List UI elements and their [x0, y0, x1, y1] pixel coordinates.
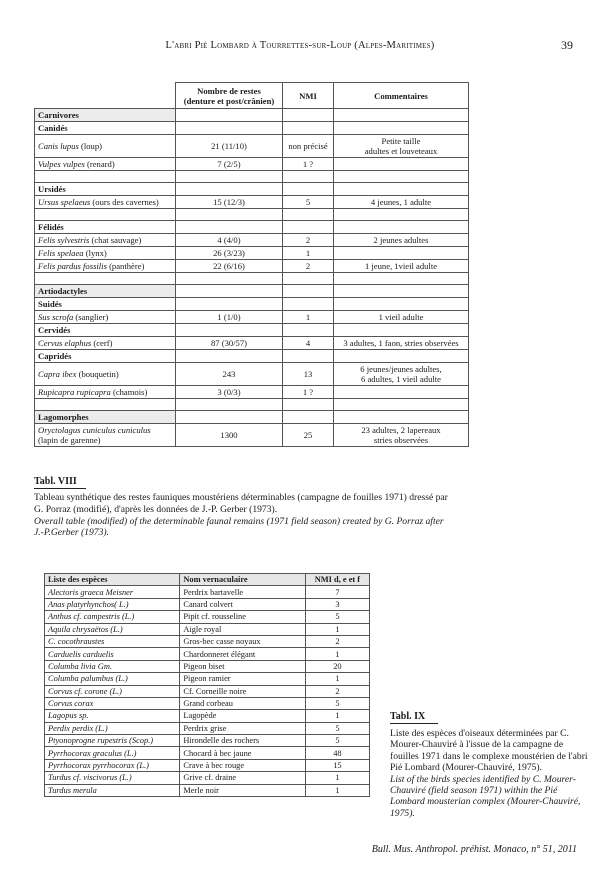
species-row — [35, 424, 469, 447]
empty-cell — [176, 411, 283, 424]
comment-line: 6 jeunes/jeunes adultes, — [360, 364, 442, 374]
comment-cell — [334, 234, 469, 247]
table-row — [45, 611, 370, 623]
nmi-cell: 1 — [283, 311, 334, 324]
vernacular-name-cell: Merle noir — [180, 784, 305, 796]
empty-cell — [35, 171, 176, 183]
table-row — [45, 735, 370, 747]
species-row — [35, 260, 469, 273]
family-row — [35, 298, 469, 311]
nmi-cell: 2 — [305, 635, 369, 647]
empty-cell — [283, 221, 334, 234]
comment-line: 3 adultes, 1 faon, stries observées — [343, 337, 459, 348]
common-name: (lynx) — [83, 247, 107, 258]
table-row — [45, 722, 370, 734]
empty-cell — [283, 273, 334, 285]
remains-count-cell: 22 (6/16) — [176, 260, 283, 273]
comment-line: adultes et louveteaux — [364, 146, 438, 156]
species-name-cell — [35, 234, 176, 247]
group-row — [35, 411, 469, 424]
empty-cell — [334, 399, 469, 411]
nmi-cell: 15 — [305, 759, 369, 771]
group-label: Artiodactyles — [35, 285, 176, 298]
comment-cell — [334, 247, 469, 260]
species-name-cell: Carduelis carduelis — [45, 648, 180, 660]
vernacular-name-cell: Grive cf. draine — [180, 772, 305, 784]
table-row — [45, 660, 370, 672]
species-name-cell: Ptyonoprogne rupestris (Scop.) — [45, 735, 180, 747]
vernacular-name-cell: Perdrix grise — [180, 722, 305, 734]
empty-cell — [334, 221, 469, 234]
species-name-cell: Pyrrhocorax graculus (L.) — [45, 747, 180, 759]
table-row — [45, 710, 370, 722]
family-row — [35, 183, 469, 196]
species-name-cell — [35, 337, 176, 350]
caption-english: List of the birds species identified by C. Mourer-Chauviré (field season 1971) within the Pié Lombard mousterian complex (Mourer-Chauviré, 1975). — [390, 773, 581, 819]
nmi-cell: 1 — [305, 710, 369, 722]
empty-cell — [176, 209, 283, 221]
empty-cell — [334, 209, 469, 221]
empty-cell — [334, 350, 469, 363]
common-name: (ours des cavernes) — [90, 196, 159, 207]
species-name-cell — [35, 247, 176, 260]
remains-count-cell: 1300 — [176, 424, 283, 447]
species-name-cell: Turdus merula — [45, 784, 180, 796]
empty-cell — [176, 122, 283, 135]
column-header-vernacular: Nom vernaculaire — [180, 574, 305, 586]
remains-count-cell: 26 (3/23) — [176, 247, 283, 260]
empty-cell — [176, 171, 283, 183]
remains-count-cell: 15 (12/3) — [176, 196, 283, 209]
latin-name: Sus scrofa — [38, 311, 74, 322]
species-name-cell — [35, 424, 176, 447]
latin-name: Felis sylvestris — [38, 234, 90, 245]
caption-french: Liste des espèces d'oiseaux déterminées par C. Mourer-Chauviré à l'issue de la campagne de fouilles 1971 dans le complexe moustérien de l'abri Pié Lombard (Mourer-Chauviré, 1975). — [390, 728, 588, 774]
species-name-cell — [35, 158, 176, 171]
family-row — [35, 221, 469, 234]
family-label: Félidés — [35, 221, 176, 234]
empty-cell — [176, 298, 283, 311]
vernacular-name-cell: Crave à bec rouge — [180, 759, 305, 771]
vernacular-name-cell: Pigeon ramier — [180, 673, 305, 685]
table-ix-caption — [390, 728, 590, 819]
common-name: (renard) — [84, 158, 115, 169]
caption-rule — [390, 723, 438, 724]
journal-citation-footer: Bull. Mus. Anthropol. préhist. Monaco, n° 51, 2011 — [371, 844, 577, 855]
comment-cell — [334, 135, 469, 158]
latin-name: Rupicapra rupicapra — [38, 386, 111, 397]
empty-cell — [334, 109, 469, 122]
species-name-cell: Columba palumbus (L.) — [45, 673, 180, 685]
page-number: 39 — [561, 38, 573, 52]
vernacular-name-cell: Hirondelle des rochers — [180, 735, 305, 747]
vernacular-name-cell: Lagopède — [180, 710, 305, 722]
vernacular-name-cell: Cf. Corneille noire — [180, 685, 305, 697]
spacer-row — [35, 273, 469, 285]
species-name-cell — [35, 135, 176, 158]
table-row — [45, 747, 370, 759]
vernacular-name-cell: Gros-bec casse noyaux — [180, 635, 305, 647]
empty-cell — [334, 298, 469, 311]
common-name: (cerf) — [91, 337, 113, 348]
species-name-cell — [35, 260, 176, 273]
empty-cell — [283, 350, 334, 363]
comment-cell — [334, 363, 469, 386]
species-name-cell: Aquila chrysaëtos (L.) — [45, 623, 180, 635]
latin-name: Vulpes vulpes — [38, 158, 85, 169]
comment-line: 2 jeunes adultes — [373, 234, 429, 245]
nmi-cell: 25 — [283, 424, 334, 447]
remains-count-cell: 87 (30/57) — [176, 337, 283, 350]
group-row — [35, 285, 469, 298]
vernacular-name-cell: Canard colvert — [180, 598, 305, 610]
table-row — [45, 635, 370, 647]
running-header-title: L'abri Pié Lombard à Tourrettes-sur-Loup (Alpes-Maritimes) — [165, 40, 435, 51]
latin-name: Oryctolagus cuniculus cuniculus — [38, 425, 151, 435]
remains-count-cell: 4 (4/0) — [176, 234, 283, 247]
table-viii-label: Tabl. VIII — [34, 476, 77, 487]
empty-cell — [334, 183, 469, 196]
comment-cell — [334, 196, 469, 209]
species-name-cell — [35, 363, 176, 386]
vernacular-name-cell: Chardonneret élégant — [180, 648, 305, 660]
comment-line: 6 adultes, 1 vieil adulte — [361, 374, 441, 384]
vernacular-name-cell: Chocard à bec jaune — [180, 747, 305, 759]
species-name-cell: Alectoris graeca Meisner — [45, 586, 180, 598]
species-row — [35, 196, 469, 209]
group-label: Carnivores — [35, 109, 176, 122]
species-row — [35, 363, 469, 386]
table-row — [45, 586, 370, 598]
comment-cell — [334, 386, 469, 399]
nmi-cell: 2 — [283, 260, 334, 273]
latin-name: Ursus spelaeus — [38, 196, 91, 207]
caption-french: Tableau synthétique des restes fauniques moustériens déterminables (campagne de fouilles 1971) dressé par G. Porraz (modifié), d'après les données de J.-P. Gerber (1973). — [34, 492, 448, 515]
comment-cell — [334, 337, 469, 350]
species-name-cell: Pyrrhocorax pyrrhocorax (L.) — [45, 759, 180, 771]
nmi-cell: 5 — [305, 735, 369, 747]
common-name: (panthère) — [106, 260, 145, 271]
table-row — [45, 648, 370, 660]
table-row — [45, 772, 370, 784]
empty-cell — [35, 209, 176, 221]
nmi-cell: 1 — [305, 673, 369, 685]
empty-cell — [334, 285, 469, 298]
vernacular-name-cell: Pigeon biset — [180, 660, 305, 672]
column-header-species: Liste des espèces — [45, 574, 180, 586]
empty-cell — [176, 109, 283, 122]
table-row — [45, 759, 370, 771]
caption-english: Overall table (modified) of the determinable faunal remains (1971 field season) created by G. Porraz after J.-P.Gerber (1973). — [34, 515, 444, 539]
family-label: Canidés — [35, 122, 176, 135]
remains-count-cell: 3 (0/3) — [176, 386, 283, 399]
caption-rule — [34, 488, 86, 489]
empty-cell — [334, 122, 469, 135]
faunal-remains-table — [34, 82, 469, 447]
empty-cell — [283, 122, 334, 135]
nmi-cell: 1 — [305, 648, 369, 660]
nmi-cell: 2 — [283, 234, 334, 247]
remains-count-cell: 243 — [176, 363, 283, 386]
table-header-row — [35, 83, 469, 109]
species-name-cell: Anas platyrhynchos( L.) — [45, 598, 180, 610]
comment-cell — [334, 311, 469, 324]
empty-cell — [35, 273, 176, 285]
latin-name: Cervus elaphus — [38, 337, 92, 348]
latin-name: Felis pardus fossilis — [38, 260, 107, 271]
column-header-nmi: NMI — [283, 83, 334, 109]
family-label: Ursidés — [35, 183, 176, 196]
column-header-nmi: NMI d, e et f — [305, 574, 369, 586]
table-row — [45, 623, 370, 635]
family-label: Suidés — [35, 298, 176, 311]
empty-cell — [283, 285, 334, 298]
empty-cell — [176, 324, 283, 337]
empty-cell — [176, 350, 283, 363]
comment-cell — [334, 158, 469, 171]
latin-name: Felis spelaea — [38, 247, 84, 258]
comment-line: 1 vieil adulte — [378, 311, 424, 322]
bird-species-table — [44, 573, 370, 797]
nmi-cell: 4 — [283, 337, 334, 350]
species-name-cell: Anthus cf. campestris (L.) — [45, 611, 180, 623]
species-row — [35, 337, 469, 350]
table-header-row — [45, 574, 370, 586]
empty-cell — [176, 285, 283, 298]
empty-cell — [283, 324, 334, 337]
table-row — [45, 697, 370, 709]
comment-cell — [334, 260, 469, 273]
species-row — [35, 158, 469, 171]
nmi-cell: 1 — [305, 784, 369, 796]
comment-line: Petite taille — [381, 136, 421, 146]
common-name: (loup) — [78, 141, 102, 151]
species-name-cell: Corvus cf. corone (L.) — [45, 685, 180, 697]
family-row — [35, 350, 469, 363]
nmi-cell: non précisé — [283, 135, 334, 158]
latin-name: Capra ibex — [38, 369, 77, 379]
species-name-cell: C. cocothraustes — [45, 635, 180, 647]
species-row — [35, 386, 469, 399]
nmi-cell: 1 — [305, 772, 369, 784]
nmi-cell: 20 — [305, 660, 369, 672]
empty-cell — [334, 273, 469, 285]
common-name: (chat sauvage) — [89, 234, 142, 245]
nmi-cell: 5 — [305, 722, 369, 734]
empty-cell — [283, 298, 334, 311]
nmi-cell: 3 — [305, 598, 369, 610]
nmi-cell: 1 — [283, 247, 334, 260]
species-name-cell: Corvus corax — [45, 697, 180, 709]
nmi-cell: 1 ? — [283, 386, 334, 399]
comment-line: 23 adultes, 2 lapereaux — [361, 425, 441, 435]
nmi-cell: 1 ? — [283, 158, 334, 171]
table-ix-label: Tabl. IX — [390, 711, 426, 722]
empty-cell — [283, 209, 334, 221]
empty-cell — [176, 221, 283, 234]
spacer-row — [35, 209, 469, 221]
empty-cell — [35, 399, 176, 411]
species-name-cell — [35, 386, 176, 399]
remains-count-cell: 21 (11/10) — [176, 135, 283, 158]
nmi-cell: 5 — [305, 697, 369, 709]
species-name-cell: Lagopus sp. — [45, 710, 180, 722]
empty-cell — [283, 171, 334, 183]
nmi-cell: 13 — [283, 363, 334, 386]
nmi-cell: 5 — [305, 611, 369, 623]
family-label: Cervidés — [35, 324, 176, 337]
group-label: Lagomorphes — [35, 411, 176, 424]
remains-count-cell: 7 (2/5) — [176, 158, 283, 171]
species-row — [35, 247, 469, 260]
species-row — [35, 234, 469, 247]
vernacular-name-cell: Aigle royal — [180, 623, 305, 635]
table-row — [45, 784, 370, 796]
empty-cell — [283, 411, 334, 424]
table-row — [45, 598, 370, 610]
header-blank-cell — [35, 83, 176, 109]
table-row — [45, 673, 370, 685]
empty-cell — [334, 171, 469, 183]
comment-cell — [334, 424, 469, 447]
common-name: (sanglier) — [73, 311, 109, 322]
empty-cell — [283, 183, 334, 196]
nmi-cell: 1 — [305, 623, 369, 635]
spacer-row — [35, 171, 469, 183]
common-name: (bouquetin) — [76, 369, 119, 379]
species-name-cell — [35, 311, 176, 324]
group-row — [35, 109, 469, 122]
nmi-cell: 48 — [305, 747, 369, 759]
comment-line: 1 jeune, 1vieil adulte — [364, 260, 438, 271]
species-row — [35, 311, 469, 324]
nmi-cell: 5 — [283, 196, 334, 209]
column-header-comments: Commentaires — [334, 83, 469, 109]
species-row — [35, 135, 469, 158]
nmi-cell: 7 — [305, 586, 369, 598]
common-name: (lapin de garenne) — [38, 435, 101, 445]
family-row — [35, 324, 469, 337]
latin-name: Canis lupus — [38, 141, 79, 151]
remains-count-cell: 1 (1/0) — [176, 311, 283, 324]
vernacular-name-cell: Grand corbeau — [180, 697, 305, 709]
comment-line: 4 jeunes, 1 adulte — [370, 196, 432, 207]
vernacular-name-cell: Pipit cf. rousseline — [180, 611, 305, 623]
empty-cell — [283, 109, 334, 122]
empty-cell — [334, 324, 469, 337]
table-viii-caption — [34, 492, 454, 539]
comment-line: stries observées — [373, 435, 429, 445]
empty-cell — [176, 399, 283, 411]
family-label: Capridés — [35, 350, 176, 363]
nmi-cell: 2 — [305, 685, 369, 697]
table-row — [45, 685, 370, 697]
empty-cell — [176, 273, 283, 285]
spacer-row — [35, 399, 469, 411]
common-name: (chamois) — [110, 386, 148, 397]
species-name-cell — [35, 196, 176, 209]
species-name-cell: Columba livia Gm. — [45, 660, 180, 672]
empty-cell — [283, 399, 334, 411]
empty-cell — [176, 183, 283, 196]
vernacular-name-cell: Perdrix bartavelle — [180, 586, 305, 598]
species-name-cell: Perdix perdix (L.) — [45, 722, 180, 734]
empty-cell — [334, 411, 469, 424]
family-row — [35, 122, 469, 135]
column-header-count: Nombre de restes (denture et post/crânien) — [176, 83, 283, 109]
species-name-cell: Turdus cf. viscivorus (L.) — [45, 772, 180, 784]
